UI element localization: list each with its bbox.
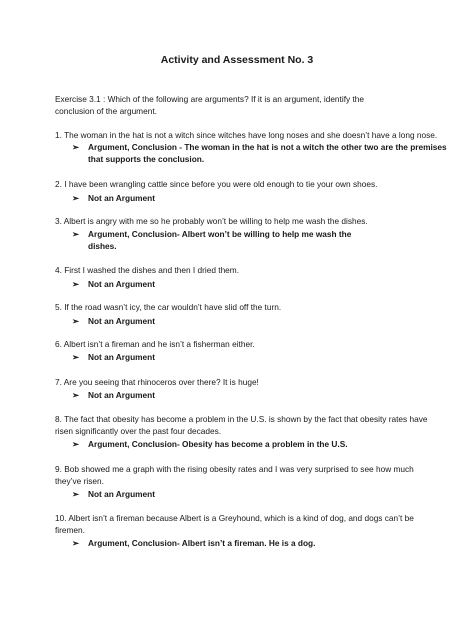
answer-6	[72, 351, 155, 363]
answer-2	[72, 192, 155, 204]
answer-10	[72, 537, 315, 549]
question-8-continued: risen significantly over the past four decades.	[55, 426, 222, 436]
answer-7	[72, 389, 155, 401]
answer-4-text: Not an Argument	[88, 279, 155, 289]
question-9-continued: they’ve risen.	[55, 476, 104, 486]
answer-10-text: Argument, Conclusion- Albert isn’t a fireman. He is a dog.	[88, 538, 316, 548]
answer-7-text: Not an Argument	[88, 390, 155, 400]
arrow-bullet-icon: ➢	[72, 229, 79, 239]
arrow-bullet-icon: ➢	[72, 489, 79, 499]
answer-1	[72, 141, 447, 153]
question-9: 9. Bob showed me a graph with the rising obesity rates and I was very surprised to see how much	[55, 464, 414, 474]
answer-5	[72, 315, 155, 327]
arrow-bullet-icon: ➢	[72, 142, 79, 152]
instructions-line-1: Exercise 3.1 : Which of the following are arguments? If it is an argument, identify the	[55, 94, 364, 104]
answer-8	[72, 438, 348, 450]
question-3: 3. Albert is angry with me so he probably won’t be willing to help me wash the dishes.	[55, 216, 368, 226]
answer-9	[72, 488, 155, 500]
page-title: Activity and Assessment No. 3	[160, 54, 314, 66]
question-10: 10. Albert isn’t a fireman because Albert is a Greyhound, which is a kind of dog, and dogs can’t be	[55, 513, 414, 523]
answer-1-text: Argument, Conclusion - The woman in the hat is not a witch the other two are the premises	[88, 142, 447, 152]
question-1: 1. The woman in the hat is not a witch since witches have long noses and she doesn’t have a long nose.	[55, 130, 438, 140]
arrow-bullet-icon: ➢	[72, 279, 79, 289]
arrow-bullet-icon: ➢	[72, 538, 79, 548]
answer-1-continued: that supports the conclusion.	[88, 154, 205, 164]
answer-4	[72, 278, 155, 290]
question-4: 4. First I washed the dishes and then I dried them.	[55, 265, 240, 275]
arrow-bullet-icon: ➢	[72, 439, 79, 449]
answer-3-text: Argument, Conclusion- Albert won’t be willing to help me wash the	[88, 229, 352, 239]
instructions-line-2: conclusion of the argument.	[55, 106, 157, 116]
question-2: 2. I have been wrangling cattle since before you were old enough to tie your own shoes.	[55, 179, 378, 189]
question-5: 5. If the road wasn’t icy, the car wouldn’t have slid off the turn.	[55, 302, 282, 312]
answer-3	[72, 228, 351, 240]
question-8: 8. The fact that obesity has become a problem in the U.S. is shown by the fact that obesity rates have	[55, 414, 428, 424]
arrow-bullet-icon: ➢	[72, 193, 79, 203]
answer-2-text: Not an Argument	[88, 193, 155, 203]
question-7: 7. Are you seeing that rhinoceros over there? It is huge!	[55, 377, 259, 387]
answer-5-text: Not an Argument	[88, 316, 155, 326]
arrow-bullet-icon: ➢	[72, 316, 79, 326]
answer-6-text: Not an Argument	[88, 352, 155, 362]
answer-3-continued: dishes.	[88, 241, 117, 251]
arrow-bullet-icon: ➢	[72, 352, 79, 362]
answer-8-text: Argument, Conclusion- Obesity has become a problem in the U.S.	[88, 439, 348, 449]
question-10-continued: firemen.	[55, 525, 85, 535]
answer-9-text: Not an Argument	[88, 489, 155, 499]
arrow-bullet-icon: ➢	[72, 390, 79, 400]
question-6: 6. Albert isn’t a fireman and he isn’t a fisherman either.	[55, 339, 255, 349]
